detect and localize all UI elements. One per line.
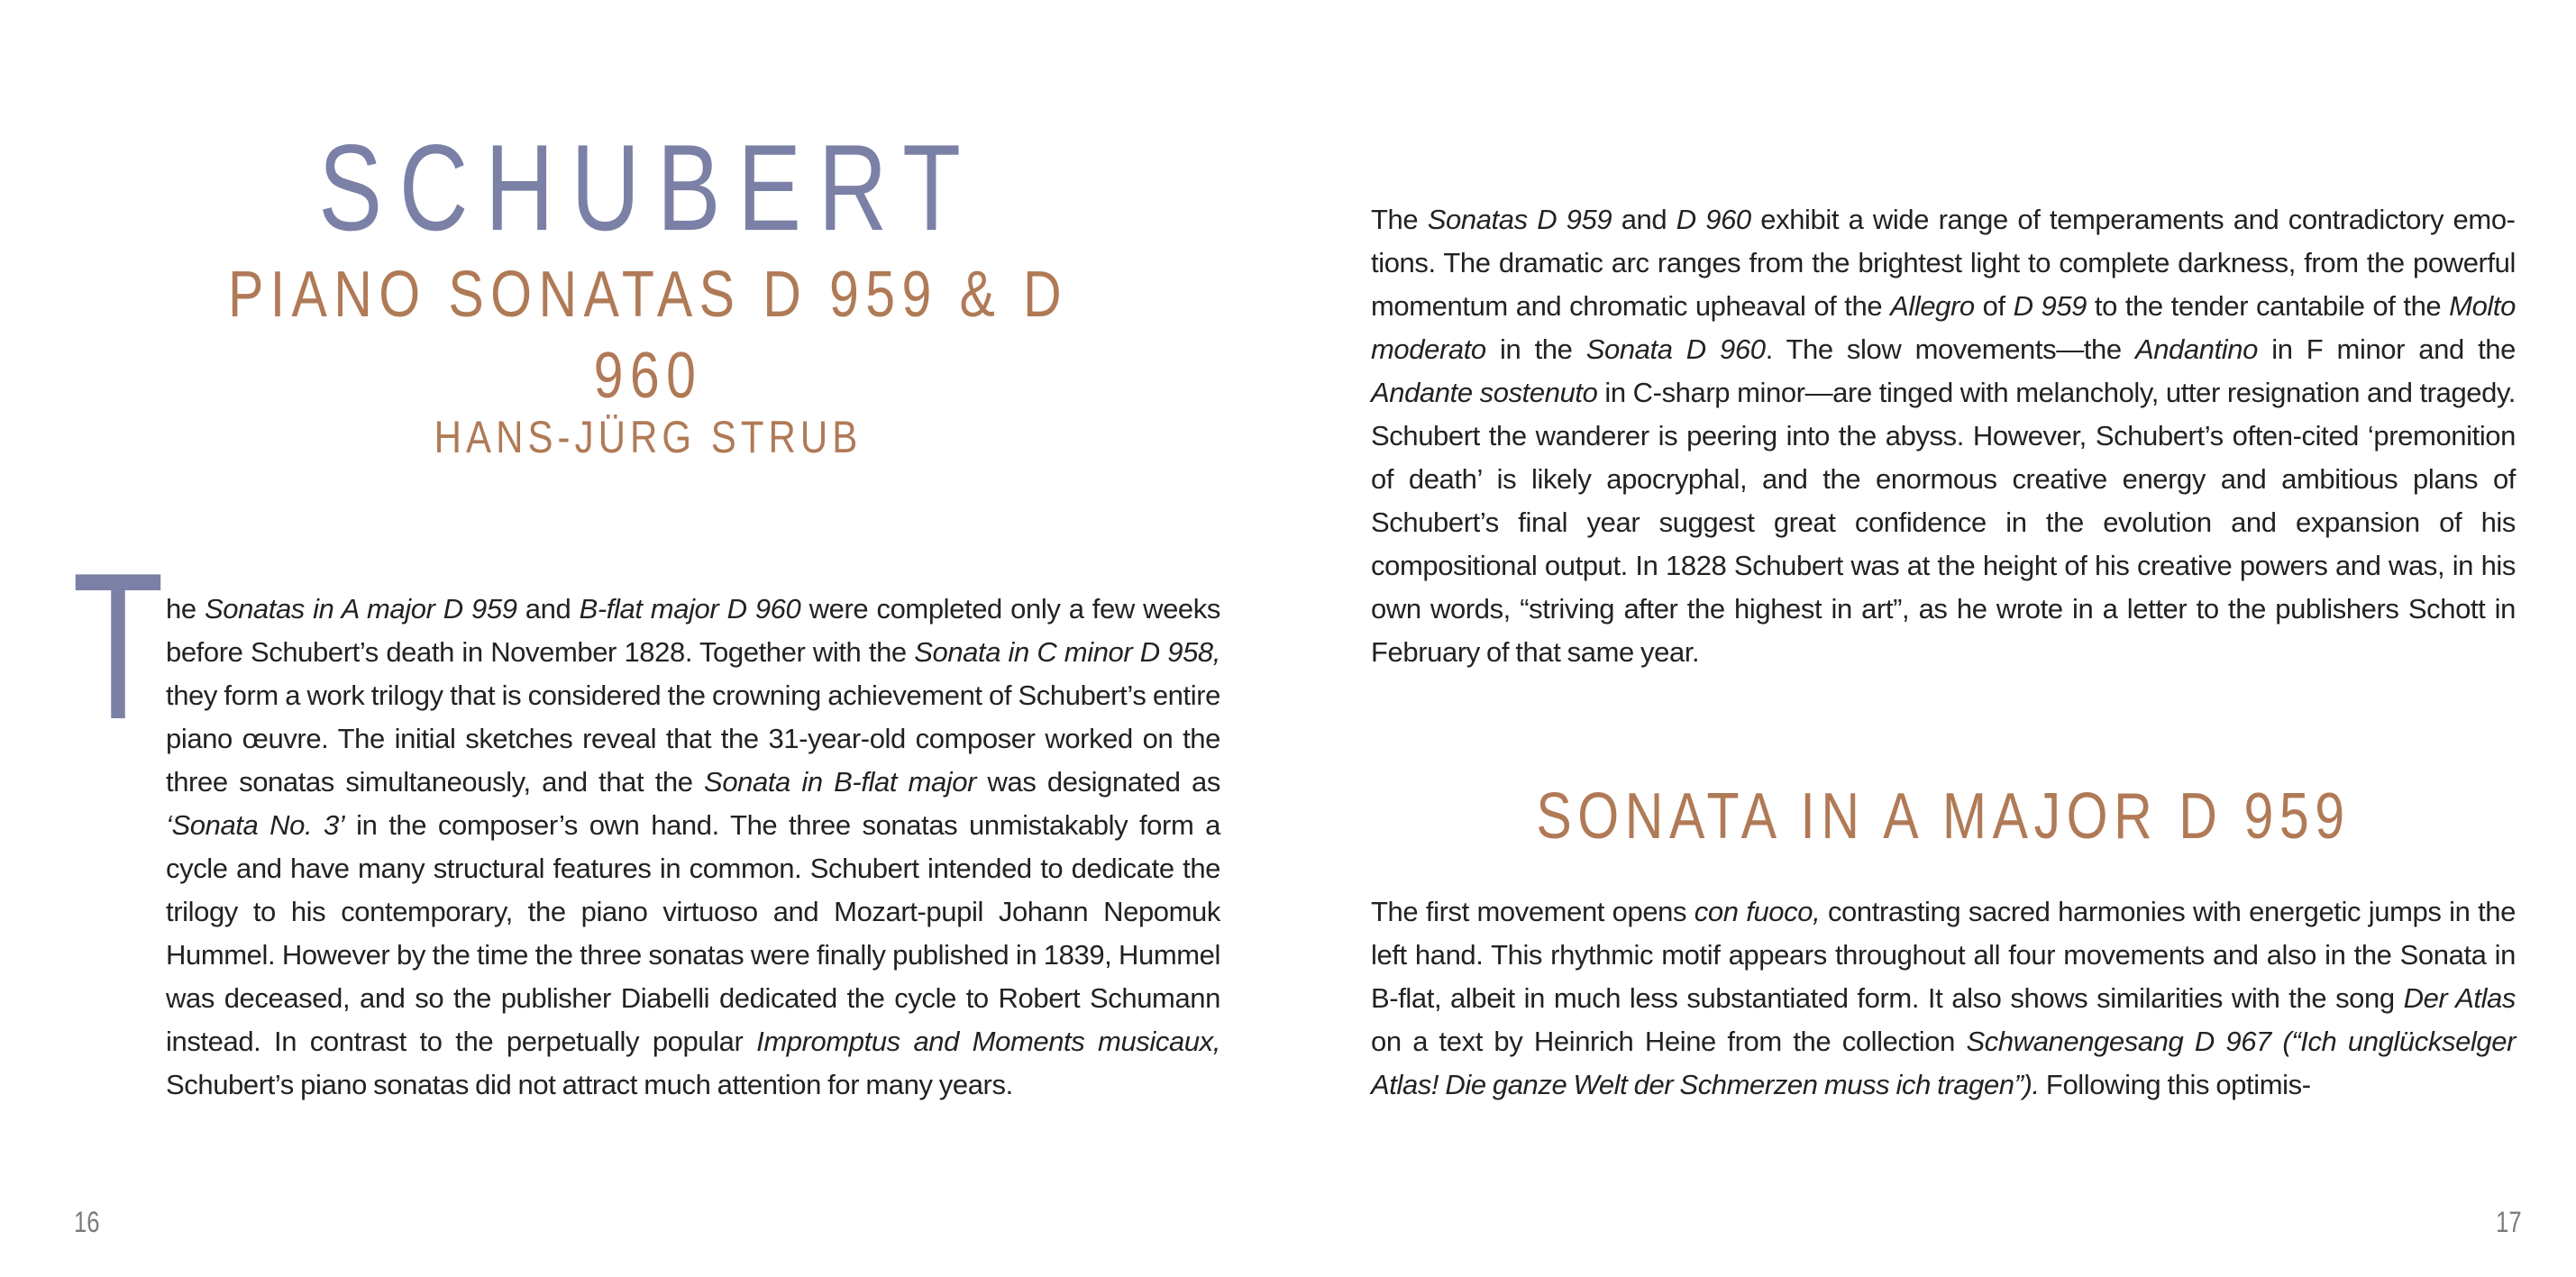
sonata-d959-paragraph: The first movement opens con fuoco, contrasting sacred harmonies with energetic jumps in the left hand. This rhythmic motif appears throughout all four movements and also in the Sonata in B-flat, albeit in much less substantiated form. It also shows similarities with the song Der Atlas on a text by Heinrich Heine from the collection Schwanengesang D 967 (“Ich unglückselger Atlas! Die ganze Welt der Schmerzen muss ich tragen”). Following this optimis- — [1371, 896, 2516, 1100]
drop-cap: T — [72, 530, 165, 763]
author-name: HANS-JÜRG STRUB — [434, 412, 863, 462]
page-number-left: 16 — [74, 1206, 100, 1238]
right-page — [1288, 0, 2576, 1277]
intro-paragraph — [76, 588, 1220, 1107]
book-subtitle: PIANO SONATAS D 959 & D 960 — [227, 259, 1069, 412]
overview-paragraph: The Sonatas D 959 and D 960 exhibit a wide range of temperaments and contradictory emotions. The dramatic arc ranges from the brightest light to complete darkness, from the powerful momentum and chromatic upheaval of the Allegro of D 959 to the tender cantabile of the Molto moderato in the Sonata D 960. The slow movements—the Andantino in F minor and the Andante sostenuto in C-sharp minor—are tinged with melancholy, utter resignation and tragedy. Schubert the wanderer is peering into the abyss. However, Schubert’s often-cited ‘premonition of death’ is likely apocryphal, and the enormous creative energy and ambitious plans of Schubert’s final year suggest great confidence in the evolution and expansion of his compositional output. In 1828 Schubert was at the height of his creative powers and was, in his own words, “striving after the highest in art”, as he wrote in a letter to the publishers Schott in February of that same year. — [1371, 204, 2516, 668]
book-title: SCHUBERT — [318, 119, 978, 256]
page-number-right: 17 — [2496, 1206, 2522, 1238]
section-heading: SONATA IN A MAJOR D 959 — [1536, 780, 2351, 853]
intro-paragraph-text: he Sonatas in A major D 959 and B-flat major D 960 were completed only a few weeks before Schubert’s death in November 1828. Together with the Sonata in C minor D 958, they form a work trilogy that is considered the crowning achievement of Schubert’s entire piano œuvre. The initial sketches reveal that the 31-year-old composer worked on the three sonatas simultaneously, and that the Sonata in B-flat major was designated as ‘Sonata No. 3’ in the composer’s own hand. The three sonatas unmistakably form a cycle and have many structural features in common. Schubert intended to dedicate the trilogy to his contemporary, the piano virtuoso and Mozart-pupil Johann Nepomuk Hummel. However by the time the three sonatas were finally published in 1839, Hummel was deceased, and so the publisher Diabelli dedicated the cycle to Robert Schumann instead. In contrast to the perpetually popular Impromptus and Moments musicaux, Schubert’s piano sonatas did not attract much attention for many years. — [166, 593, 1220, 1100]
